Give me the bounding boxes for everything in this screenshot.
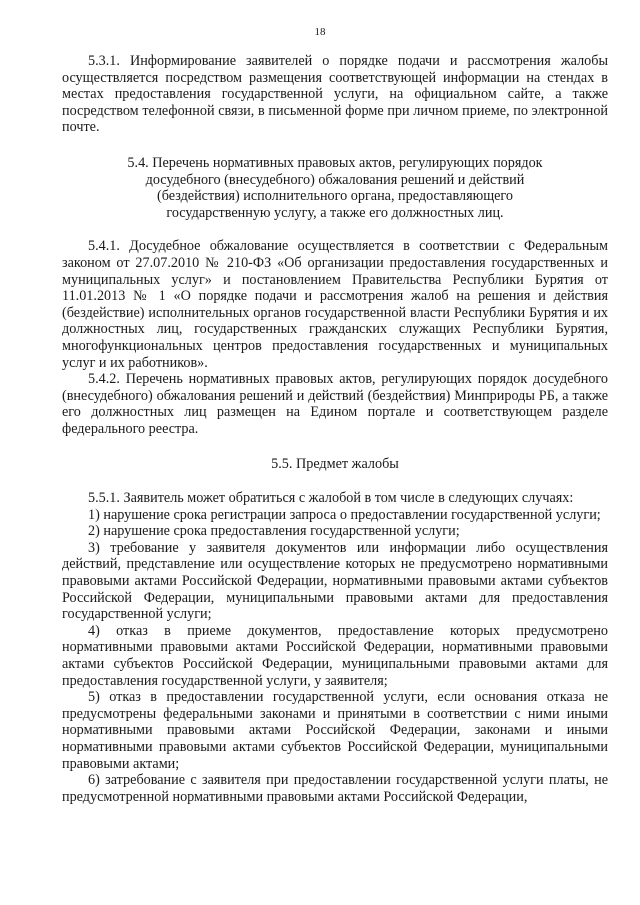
list-item-5: 5) отказ в предоставлении государственной услуги, если основания отказа не предусмотрены федеральными законами и принятыми в соответствии с ними иными нормативными правовыми актами Российской Федерации, законами и иными нормативными правовыми актами субъектов Российской Федерации, муниципальными правовыми актами; (62, 689, 608, 772)
list-item-3: 3) требование у заявителя документов или информации либо осуществления действий, представление или осуществление которых не предусмотрено нормативными правовыми актами Российской Федерации, нормативными правовыми актами субъектов Российской Федерации, муниципальными правовыми актами для предоставления государственной услуги; (62, 539, 608, 623)
paragraph-5-3-1: 5.3.1. Информирование заявителей о порядке подачи и рассмотрения жалобы осуществляется посредством размещения соответствующей информации на стендах в местах предоставления государственной услуги, на официальном сайте, а также посредством телефонной связи, в письменной форме при личном приеме, по электронной почте. (62, 53, 608, 136)
page-number: 18 (314, 26, 326, 38)
paragraph-5-5-1: 5.5.1. Заявитель может обратиться с жалобой в том числе в следующих случаях: (88, 490, 574, 507)
list-item-4: 4) отказ в приеме документов, предоставление которых предусмотрено нормативными правовыми актами Российской Федерации, нормативными правовыми актами субъектов Российской Федерации, муниципальными правовыми актами для предоставления государственной услуги, у заявителя; (62, 622, 608, 689)
document-body (62, 53, 608, 805)
paragraph-5-4-2: 5.4.2. Перечень нормативных правовых актов, регулирующих порядок досудебного (внесудебного) обжалования решений и действий (бездействия) Минприроды РБ, а также его должностных лиц размещен на Едином портале и соответствующем разделе федерального реестра. (62, 371, 608, 437)
list-item-1: 1) нарушение срока регистрации запроса о предоставлении государственной услуги; (88, 506, 601, 523)
section-heading-5-4: 5.4. Перечень нормативных правовых актов, регулирующих порядок досудебного (внесудебного) обжалования решений и действий (бездействия) исполнительного органа, предоставляющего государственную услугу, а также его должностных лиц. (127, 154, 543, 221)
paragraph-5-4-1: 5.4.1. Досудебное обжалование осуществляется в соответствии с Федеральным законом от 27.07.2010 № 210-ФЗ «Об организации предоставления государственных и муниципальных услуг» и постановлением Правительства Республики Бурятия от 11.01.2013 № 1 «О порядке подачи и рассмотрения жалоб на решения и действия (бездействие) исполнительных органов государственной власти Республики Бурятия и их должностных лиц, государственных гражданских служащих Республики Бурятия, многофункциональных центров предоставления государственных и муниципальных услуг и их работников». (62, 238, 608, 371)
list-item-2: 2) нарушение срока предоставления государственной услуги; (88, 523, 460, 540)
section-heading-5-5: 5.5. Предмет жалобы (271, 456, 399, 473)
list-item-6: 6) затребование с заявителя при предоставлении государственной услуги платы, не предусмотренной нормативными правовыми актами Российской Федерации, (62, 772, 608, 805)
